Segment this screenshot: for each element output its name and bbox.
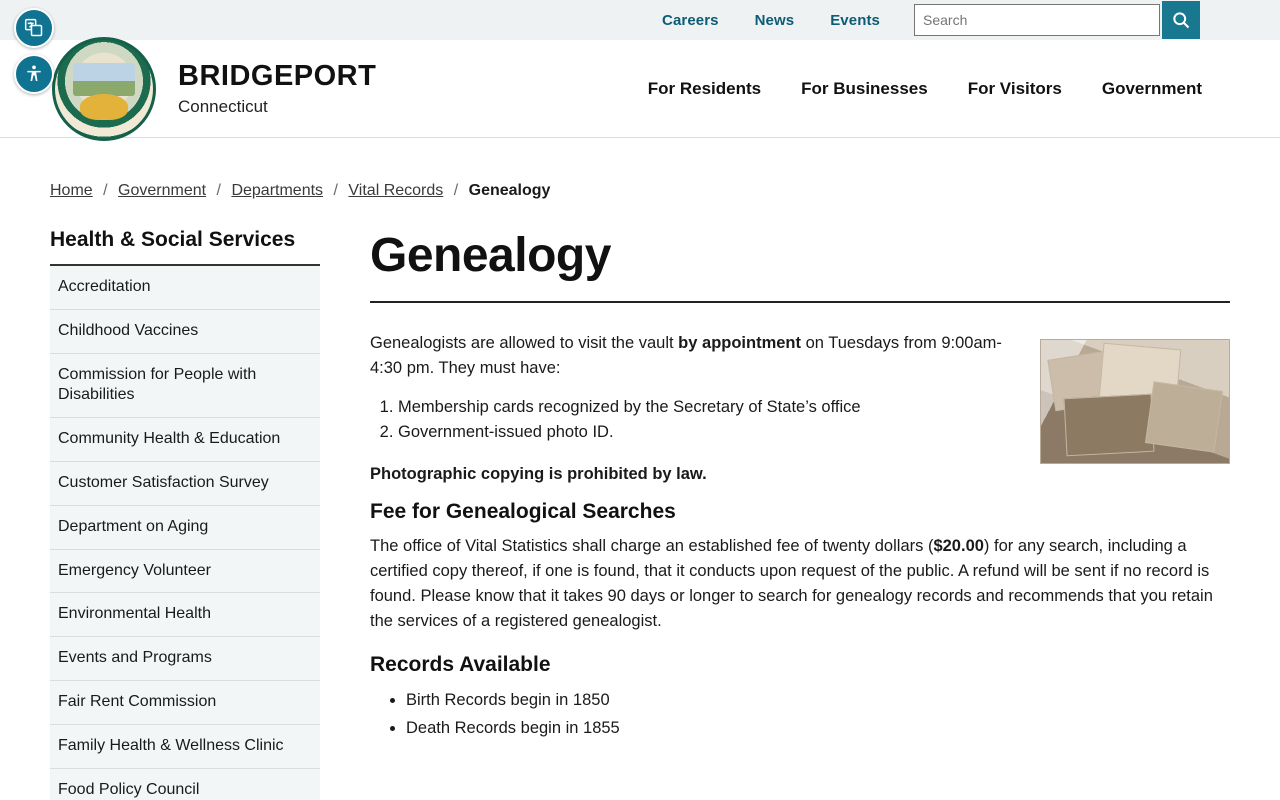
accessibility-toolbar (14, 8, 54, 94)
breadcrumb-separator: / (453, 182, 459, 199)
nav-government[interactable]: Government (1101, 78, 1202, 98)
intro-emphasis: by appointment (678, 334, 802, 352)
utility-bar (0, 0, 1280, 40)
fee-text-after: ) for any search, including a certified copy thereof, if one is found, that it conducts upon request of the public. A refund will be sent if no record is found. Please know that it takes 90 days or longer to search for genealogy records and recommends that you retain the services of a registered genealogist. (370, 537, 1213, 630)
fee-heading: Fee for Genealogical Searches (370, 500, 676, 524)
breadcrumb-separator: / (103, 182, 108, 199)
breadcrumb (0, 138, 1280, 200)
sidebar-item-community-health-education[interactable]: Community Health & Education (50, 418, 320, 462)
site-brand[interactable] (52, 37, 376, 141)
fee-text-before: The office of Vital Statistics shall charge an established fee of twenty dollars ( (370, 537, 934, 556)
records-list (370, 687, 1230, 741)
intro-section (370, 331, 1230, 486)
utility-nav (662, 12, 880, 29)
sidebar-item-environmental-health[interactable]: Environmental Health (50, 593, 320, 637)
brand-text (178, 62, 376, 115)
utility-link-events[interactable]: Events (830, 11, 880, 29)
record-item: • Birth Records begin in 1850 (406, 687, 1230, 714)
requirement-item: 1. Membership cards recognized by the Secretary of State’s office (398, 395, 1230, 421)
sidebar-item-events-and-programs[interactable]: Events and Programs (50, 637, 320, 681)
sidebar-title: Health & Social Services (50, 228, 320, 266)
utility-link-careers[interactable]: Careers (662, 11, 719, 29)
fee-amount: $20.00 (933, 537, 984, 556)
brand-city: BRIDGEPORT (178, 60, 377, 92)
search-button[interactable] (1162, 1, 1200, 39)
search-area (914, 1, 1200, 39)
nav-for-residents[interactable]: For Residents (647, 78, 762, 98)
main-nav (648, 79, 1202, 99)
page-body (0, 200, 1280, 800)
breadcrumb-separator: / (216, 182, 221, 199)
utility-link-news[interactable]: News (754, 11, 795, 29)
breadcrumb-item-current: Genealogy (468, 182, 551, 199)
sidebar-item-commission-for-people-with-disabilities[interactable]: Commission for People with Disabilities (50, 354, 320, 419)
sidebar-item-department-on-aging[interactable]: Department on Aging (50, 506, 320, 550)
fee-paragraph (370, 534, 1230, 633)
copying-notice: Photographic copying is prohibited by law. (370, 464, 707, 483)
sidebar-item-food-policy-council[interactable]: Food Policy Council (50, 769, 320, 800)
sidebar-item-customer-satisfaction-survey[interactable]: Customer Satisfaction Survey (50, 462, 320, 506)
city-seal-icon (52, 37, 156, 141)
nav-for-visitors[interactable]: For Visitors (967, 78, 1062, 98)
requirement-item: 2. Government-issued photo ID. (398, 420, 1230, 446)
sidebar-item-fair-rent-commission[interactable]: Fair Rent Commission (50, 681, 320, 725)
accessibility-icon (24, 63, 44, 85)
photo-fragment (1145, 381, 1223, 452)
translate-icon-button[interactable] (14, 8, 54, 48)
vintage-photos-image (1040, 339, 1230, 464)
search-icon (1171, 10, 1191, 30)
intro-text-before: Genealogists are allowed to visit the vault (370, 334, 679, 352)
intro-text-after: on Tuesdays from 9:00am-4:30 pm. They must have: (370, 334, 1002, 377)
nav-for-businesses[interactable]: For Businesses (801, 78, 928, 98)
breadcrumb-item-home[interactable]: Home (50, 182, 93, 199)
sidebar (50, 228, 320, 800)
breadcrumb-item-vital-records[interactable]: Vital Records (348, 182, 444, 199)
record-item: • Death Records begin in 1855 (406, 715, 1230, 742)
main-content (320, 228, 1280, 800)
sidebar-item-accreditation[interactable]: Accreditation (50, 266, 320, 310)
breadcrumb-item-government[interactable]: Government (118, 182, 207, 199)
search-input[interactable] (914, 4, 1160, 36)
page-title: Genealogy (370, 229, 611, 282)
sidebar-item-childhood-vaccines[interactable]: Childhood Vaccines (50, 310, 320, 354)
accessibility-icon-button[interactable] (14, 54, 54, 94)
sidebar-item-emergency-volunteer[interactable]: Emergency Volunteer (50, 550, 320, 594)
breadcrumb-item-departments[interactable]: Departments (231, 182, 324, 199)
records-heading: Records Available (370, 653, 551, 677)
site-header (0, 40, 1280, 138)
translate-icon (24, 18, 44, 38)
title-divider (370, 301, 1230, 303)
sidebar-item-family-health-wellness-clinic[interactable]: Family Health & Wellness Clinic (50, 725, 320, 769)
photo-fragment (1064, 394, 1155, 457)
brand-state: Connecticut (178, 97, 268, 116)
sidebar-list (50, 266, 320, 800)
breadcrumb-separator: / (333, 182, 338, 199)
